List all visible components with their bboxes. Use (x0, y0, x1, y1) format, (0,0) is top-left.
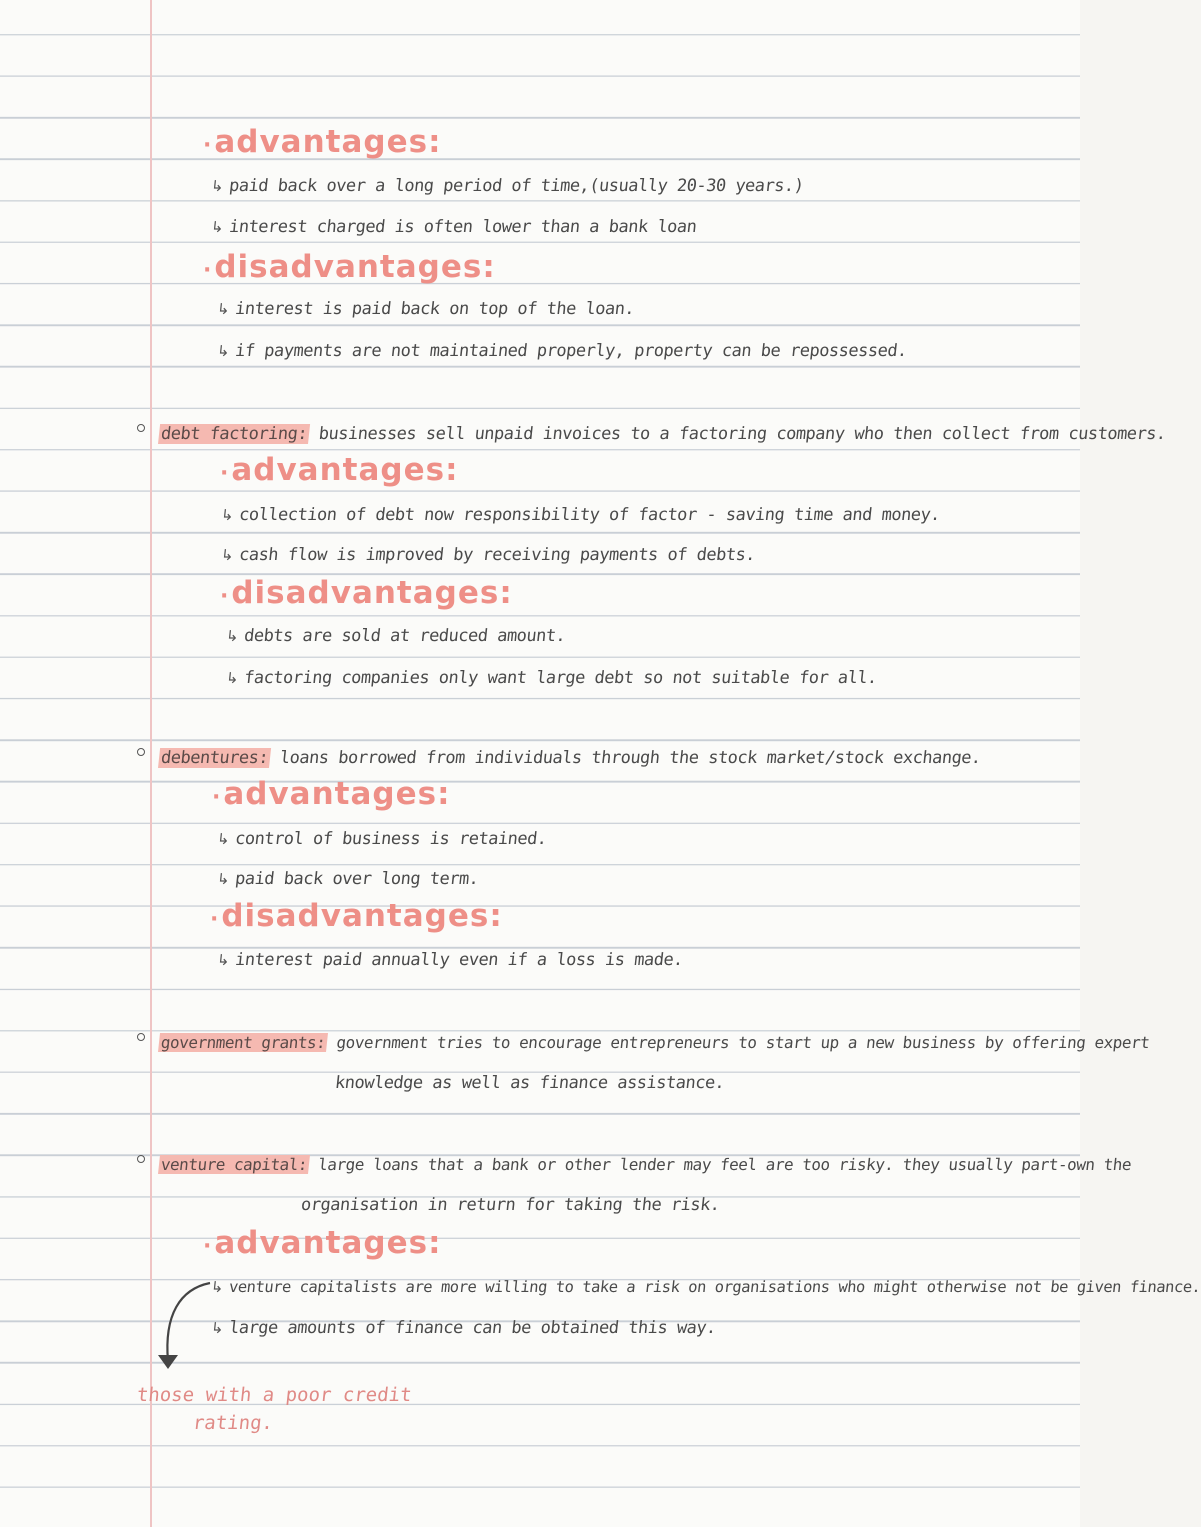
list-item: ↳ collection of debt now responsibility of factor - saving time and money. (220, 505, 942, 525)
term-highlight: venture capital: (160, 1155, 309, 1174)
return-arrow-icon: ↳ (216, 951, 231, 969)
list-item: ↳ factoring companies only want large debt so not suitable for all. (225, 668, 878, 688)
definition-line: debt factoring: businesses sell unpaid invoices to a factoring company who then collect from customers. (160, 424, 1167, 444)
advantages-heading: ·advantages: (203, 1225, 442, 1261)
curved-arrow-icon (150, 1275, 220, 1375)
disadvantages-heading: ·disadvantages: (210, 898, 503, 934)
term-highlight: debt factoring: (160, 424, 309, 444)
return-arrow-icon: ↳ (210, 1278, 224, 1296)
term-highlight: government grants: (160, 1033, 327, 1052)
return-arrow-icon: ↳ (216, 300, 231, 318)
disadvantages-heading: ·disadvantages: (220, 575, 513, 611)
list-item: ↳ large amounts of finance can be obtained this way. (210, 1318, 717, 1338)
list-item: ↳ interest charged is often lower than a bank loan (210, 217, 698, 237)
return-arrow-icon: ↳ (225, 627, 240, 645)
return-arrow-icon: ↳ (210, 1319, 225, 1337)
definition-line: debentures: loans borrowed from individuals through the stock market/stock exchange. (160, 748, 982, 768)
return-arrow-icon: ↳ (216, 870, 231, 888)
return-arrow-icon: ↳ (216, 830, 231, 848)
return-arrow-icon: ↳ (225, 669, 240, 687)
definition-line: venture capital: large loans that a bank or other lender may feel are too risky. they usually part-own the (160, 1155, 1133, 1174)
definition-line: government grants: government tries to encourage entrepreneurs to start up a new business by offering expert (160, 1033, 1151, 1052)
return-arrow-icon: ↳ (210, 177, 225, 195)
return-arrow-icon: ↳ (210, 218, 225, 236)
bullet-circle (137, 1033, 145, 1041)
disadvantages-heading: ·disadvantages: (203, 249, 496, 285)
return-arrow-icon: ↳ (220, 546, 235, 564)
list-item: ↳ paid back over long term. (216, 869, 480, 889)
return-arrow-icon: ↳ (216, 342, 231, 360)
advantages-heading: ·advantages: (220, 452, 459, 488)
bullet-circle (137, 1155, 145, 1163)
advantages-heading: ·advantages: (203, 124, 442, 160)
list-item: ↳ control of business is retained. (216, 829, 548, 849)
advantages-heading: ·advantages: (212, 776, 451, 812)
list-item: ↳ interest paid annually even if a loss is made. (216, 950, 684, 970)
side-note: rating. (191, 1412, 275, 1434)
definition-line: organisation in return for taking the risk. (300, 1195, 721, 1215)
side-note: those with a poor credit (135, 1384, 413, 1406)
term-highlight: debentures: (160, 748, 270, 768)
definition-line: knowledge as well as finance assistance. (334, 1073, 726, 1093)
bullet-circle (137, 748, 145, 756)
list-item: ↳ interest is paid back on top of the loan. (216, 299, 636, 319)
list-item: ↳ if payments are not maintained properly, property can be repossessed. (216, 341, 908, 361)
list-item: ↳ venture capitalists are more willing to take a risk on organisations who might otherwise not be given finance. (210, 1278, 1201, 1296)
list-item: ↳ paid back over a long period of time,(usually 20-30 years.) (210, 176, 805, 196)
list-item: ↳ debts are sold at reduced amount. (225, 626, 567, 646)
bullet-circle (137, 424, 145, 432)
return-arrow-icon: ↳ (220, 506, 235, 524)
list-item: ↳ cash flow is improved by receiving payments of debts. (220, 545, 757, 565)
